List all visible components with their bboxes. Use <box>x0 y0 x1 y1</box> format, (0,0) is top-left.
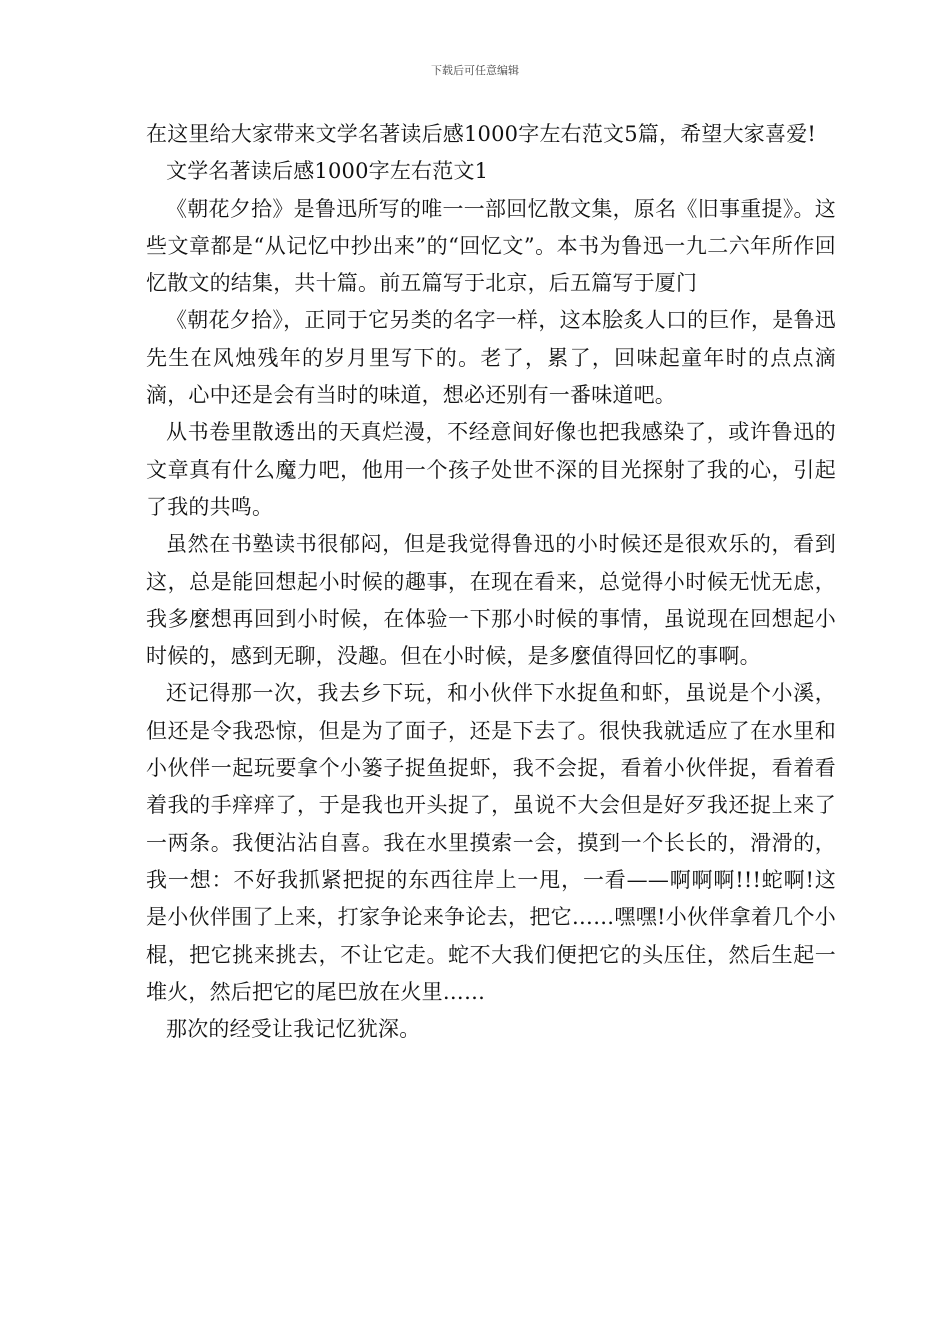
body-paragraph-2: 《朝花夕拾》，正同于它另类的名字一样，这本脍炙人口的巨作，是鲁迅先生在风烛残年的岁月里写下的。老了，累了，回味起童年时的点点滴滴，心中还是会有当时的味道，想必还别有一番味道吧。 <box>146 308 836 408</box>
body-paragraph-1: 《朝花夕拾》是鲁迅所写的唯一一部回忆散文集，原名《旧事重提》。这些文章都是“从记忆中抄出来”的“回忆文”。本书为鲁迅一九二六年所作回忆散文的结集，共十篇。前五篇写于北京，后五篇写于厦门 <box>146 196 836 296</box>
body-paragraph-5: 还记得那一次，我去乡下玩，和小伙伴下水捉鱼和虾，虽说是个小溪，但还是令我恐惊，但是为了面子，还是下去了。很快我就适应了在水里和小伙伴一起玩要拿个小篓子捉鱼捉虾，我不会捉，看着小伙伴捉，看着看着我的手痒痒了，于是我也开头捉了，虽说不大会但是好歹我还捉上来了一两条。我便沾沾自喜。我在水里摸索一会，摸到一个长长的，滑滑的，我一想：不好我抓紧把捉的东西往岸上一甩，一看——啊啊啊!!!蛇啊!这是小伙伴围了上来，打家争论来争论去，把它……嘿嘿!小伙伴拿着几个小棍，把它挑来挑去，不让它走。蛇不大我们便把它的头压住，然后生起一堆火，然后把它的尾巴放在火里…… <box>146 681 836 1004</box>
intro-paragraph: 在这里给大家带来文学名著读后感1000字左右范文5篇，希望大家喜爱! <box>146 122 817 146</box>
body-paragraph-3: 从书卷里散透出的天真烂漫，不经意间好像也把我感染了，或许鲁迅的文章真有什么魔力吧，他用一个孩子处世不深的目光探射了我的心，引起了我的共鸣。 <box>146 420 836 519</box>
section-heading: 文学名著读后感1000字左右范文1 <box>166 159 489 184</box>
page-header: 下载后可任意编辑 <box>431 64 519 77</box>
body-paragraph-4: 虽然在书塾读书很郁闷，但是我觉得鲁迅的小时候还是很欢乐的，看到这，总是能回想起小时候的趣事，在现在看来，总觉得小时候无忧无虑，我多麼想再回到小时候，在体验一下那小时候的事情，虽说现在回想起小时候的，感到无聊，没趣。但在小时候，是多麼值得回忆的事啊。 <box>146 532 836 669</box>
body-paragraph-6: 那次的经受让我记忆犹深。 <box>166 1017 421 1042</box>
document-body <box>146 116 836 1048</box>
